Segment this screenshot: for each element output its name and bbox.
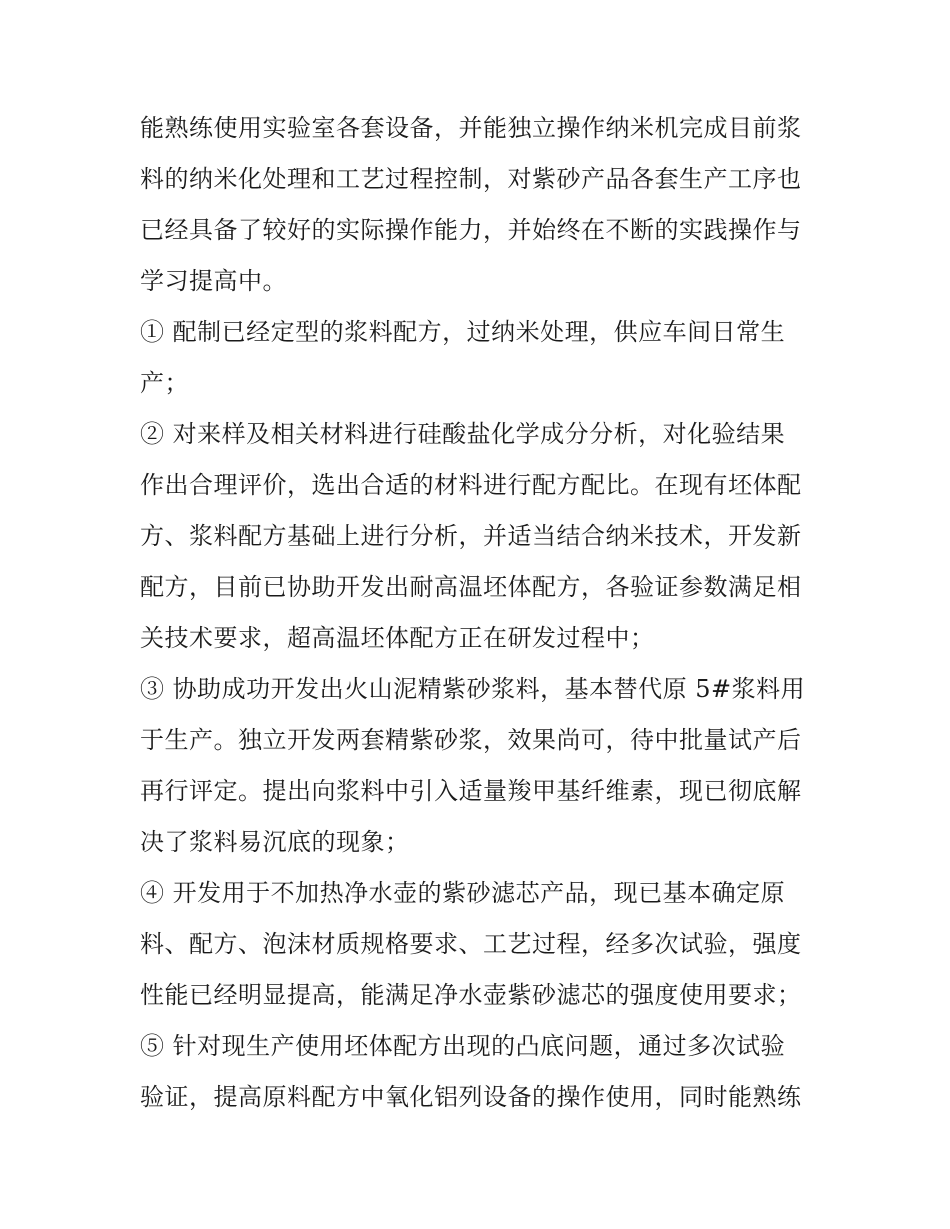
text-line: 料、配方、泡沫材质规格要求、工艺过程，经多次试验，强度	[140, 930, 802, 958]
text-line: 产；	[140, 369, 189, 397]
text-line: 料的纳米化处理和工艺过程控制，对紫砂产品各套生产工序也	[140, 165, 802, 193]
text-line: 关技术要求，超高温坯体配方正在研发过程中；	[140, 624, 655, 652]
text-line: ② 对来样及相关材料进行硅酸盐化学成分分析，对化验结果	[140, 420, 786, 448]
text-line: 验证，提高原料配方中氧化铝列设备的操作使用，同时能熟练	[140, 1083, 802, 1111]
text-line: ④ 开发用于不加热净水壶的紫砂滤芯产品，现已基本确定原	[140, 879, 786, 907]
text-line: 方、浆料配方基础上进行分析，并适当结合纳米技术，开发新	[140, 522, 802, 550]
text-line: ③ 协助成功开发出火山泥精紫砂浆料，基本替代原 5#浆料用	[140, 675, 806, 703]
text-line: 作出合理评价，选出合适的材料进行配方配比。在现有坯体配	[140, 471, 802, 499]
text-line: 学习提高中。	[140, 267, 287, 295]
text-line: 已经具备了较好的实际操作能力，并始终在不断的实践操作与	[140, 216, 802, 244]
text-line: 性能已经明显提高，能满足净水壶紫砂滤芯的强度使用要求；	[140, 981, 802, 1009]
text-line: 再行评定。提出向浆料中引入适量羧甲基纤维素，现已彻底解	[140, 777, 802, 805]
text-line: 决了浆料易沉底的现象；	[140, 828, 410, 856]
document-body	[140, 103, 820, 1123]
text-line: 配方，目前已协助开发出耐高温坯体配方，各验证参数满足相	[140, 573, 802, 601]
text-line: 能熟练使用实验室各套设备，并能独立操作纳米机完成目前浆	[140, 114, 802, 142]
text-line: ① 配制已经定型的浆料配方，过纳米处理，供应车间日常生	[140, 318, 786, 346]
text-line: ⑤ 针对现生产使用坯体配方出现的凸底问题，通过多次试验	[140, 1032, 786, 1060]
text-line: 于生产。独立开发两套精紫砂浆，效果尚可，待中批量试产后	[140, 726, 802, 754]
